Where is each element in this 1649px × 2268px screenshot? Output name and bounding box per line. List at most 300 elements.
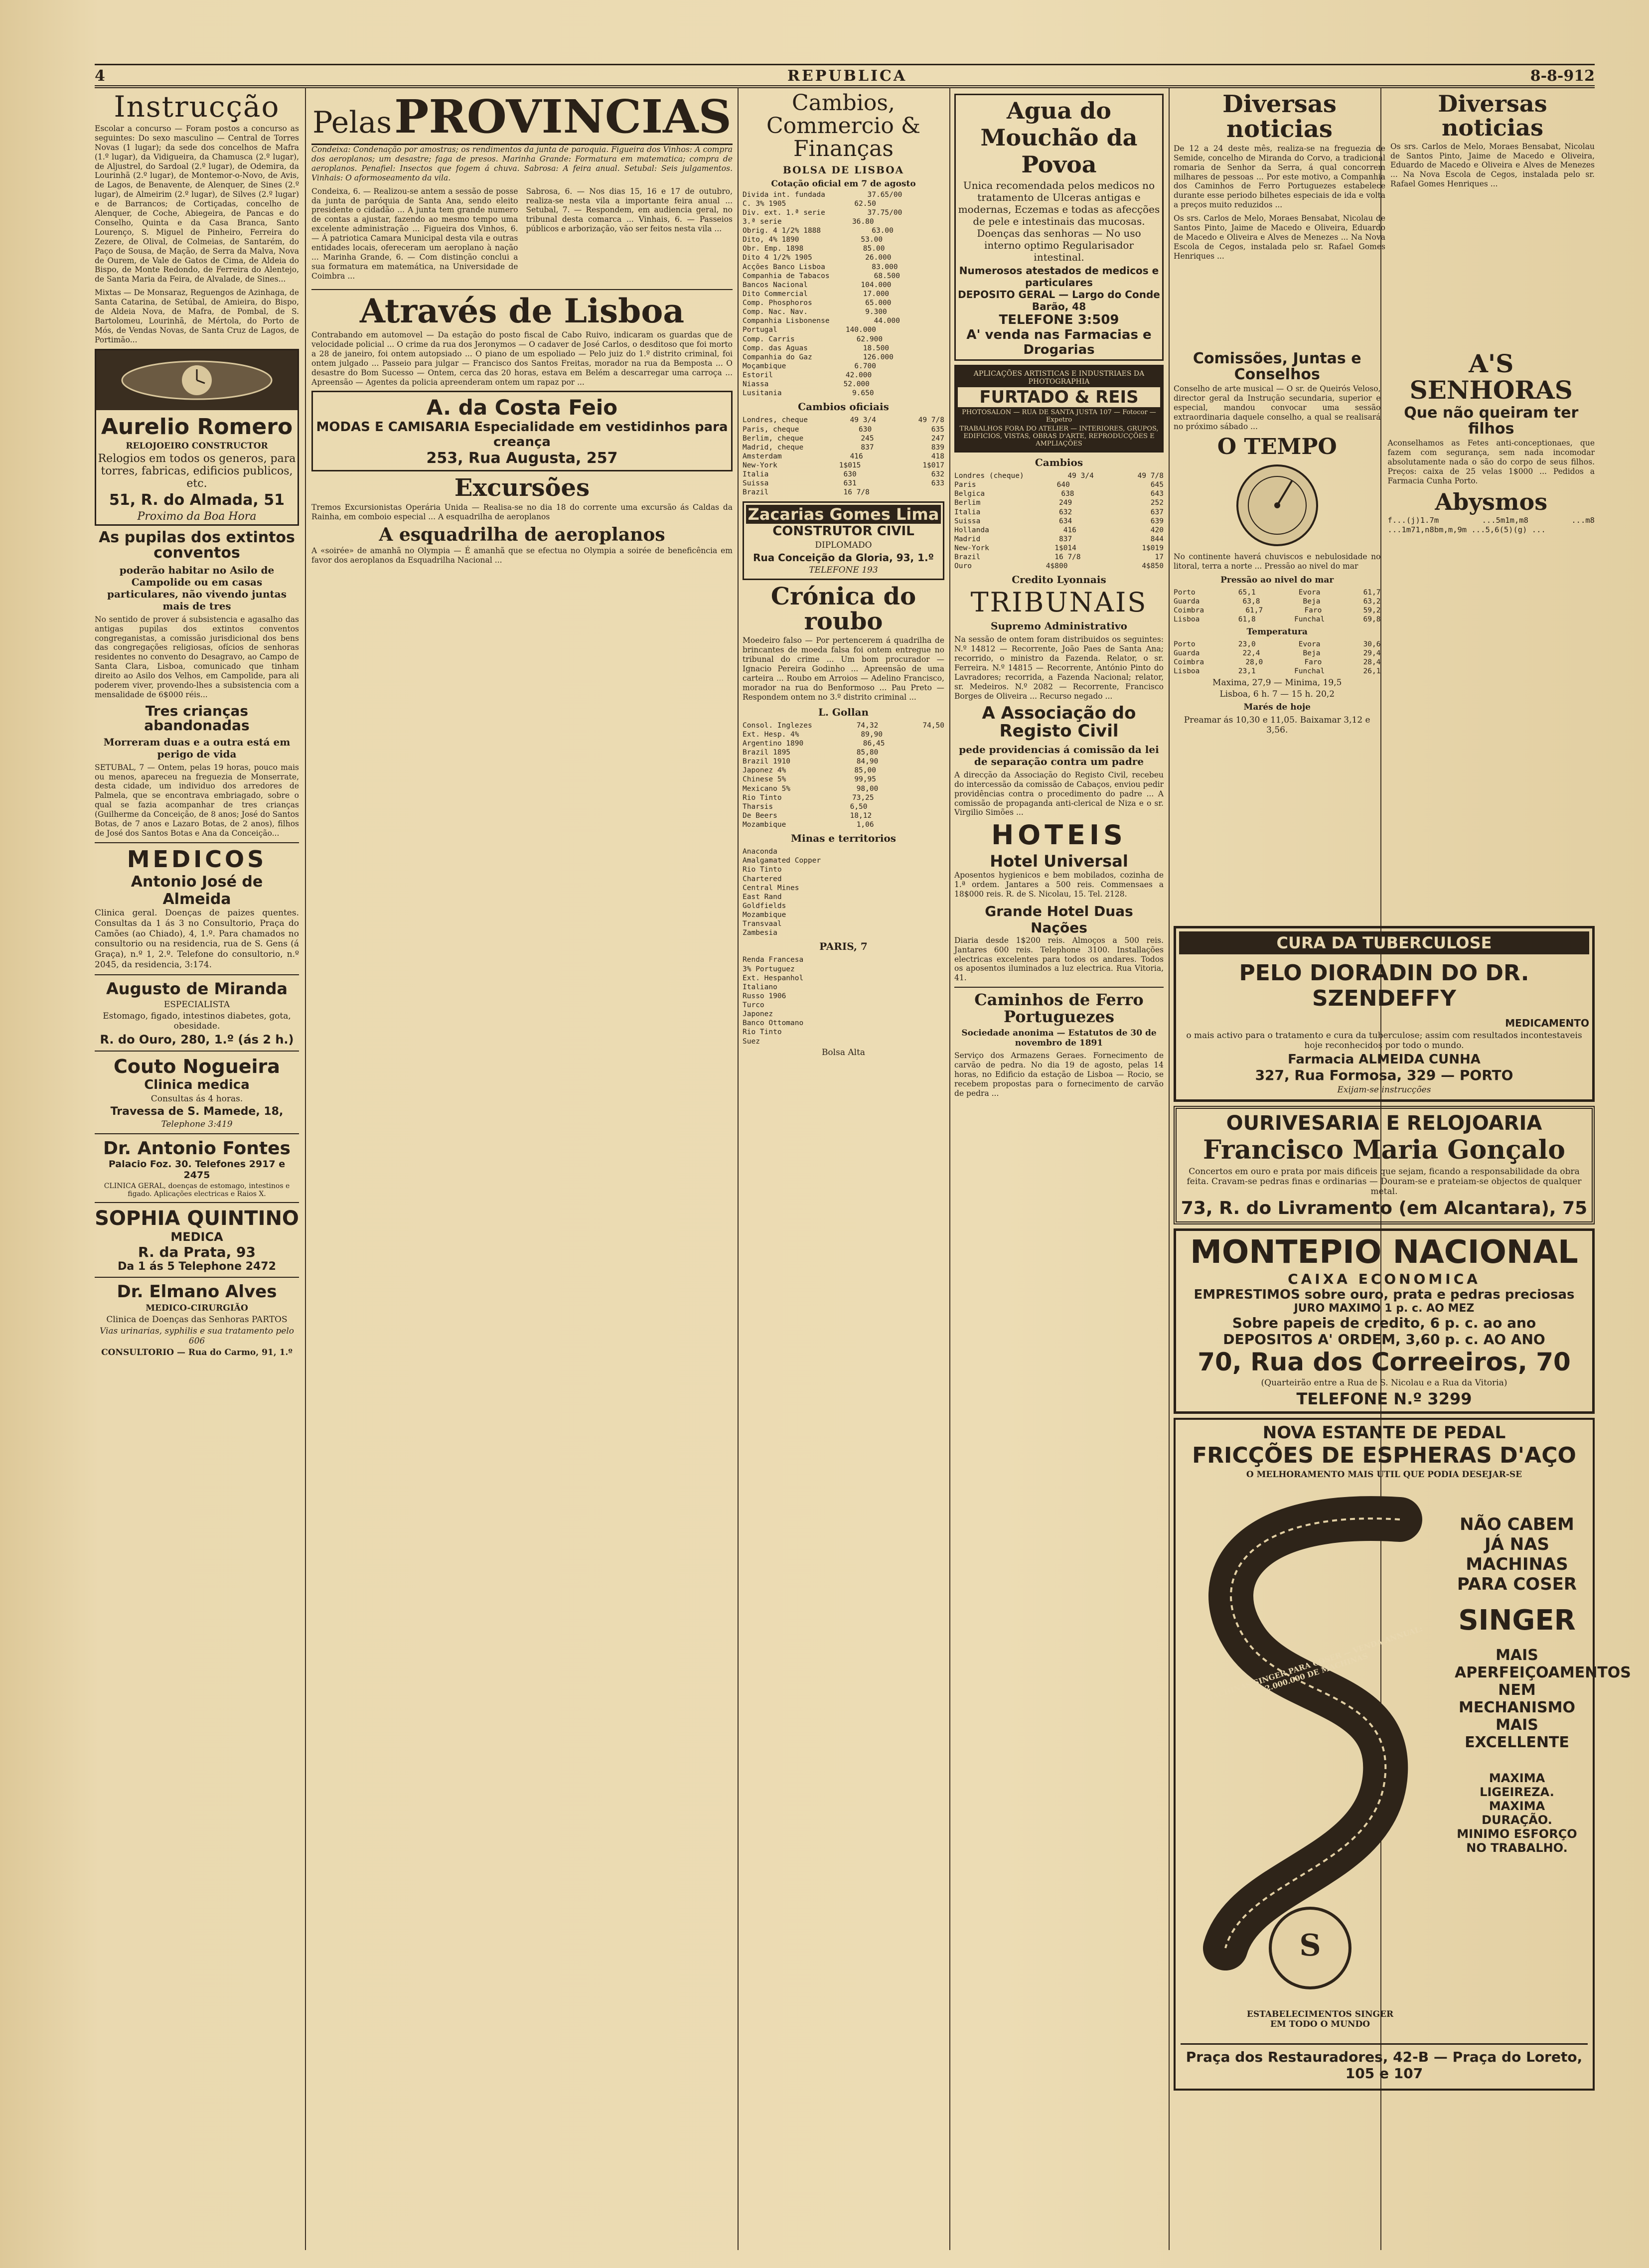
section-title-hoteis: HOTEIS [991,819,1127,851]
ad-text: Unica recomendada pelos medicos no tratamento de Ulceras antigas e modernas, Eczemas e todas as afecções de pele e intestinais das mucosas. Doenças das senhoras — No uso interno optimo Regularisador intestinal. [958,179,1160,263]
table-cell-label: Obrig. 4 1/2% 1888 [743,227,821,235]
table-row [743,307,944,316]
article-body: Escolar a concurso — Foram postos a concurso as seguintes: Do sexo masculino — Central de Torres Novas (1 lugar); da sede dos concelhos de Mafra (1.º lugar), da Vidigueira, da Chamusca (2.º lugar), de Aljustrel, do Sardoal (2.º lugar), de Odemira, da Lourinhã (2.º lugar), de Montemor-o-Novo, de Avis, de Lagos, de Benavente, de Alenquer, de Sines (2.º lugar), de Almeirim (2.º lugar), de Silves (2.º lugar) e de Barrancos; de Cortiçadas, concelho de Alenquer, de Coche, Abiegeira, de Pancas e do Conselho, Quinta e da Casa Branca, Santo Lourenço, S. Miguel de Pinheiro, Ferreira do Zezere, de Olival, de Colmeias, de Santarém, do Paço de Sousa, de Mação, de Serra da Malva, Nova de Ourem, de Vale de Gatos de Cima, de Aldeia do Bispo, de Monte Redondo, de Ferreira do Alentejo, de Santa Maria da Feira, de Alvalade, de Sines... [95,124,299,284]
doctor-address: R. do Ouro, 280, 1.º (ás 2 h.) [100,1032,294,1047]
svg-text:S: S [1299,1928,1321,1963]
table-row [1174,658,1381,667]
table-cell-label: Portugal [743,326,777,334]
table-cell-label: Coimbra [1174,658,1204,667]
column-rule [949,87,950,2250]
table-cell-label: Italia [743,470,769,479]
table-cell-value: 42.000 [845,371,872,380]
headline: Através de Lisboa [359,291,685,330]
table-cell-label: Amsterdam [743,452,782,460]
table-cell-value: 140.000 [845,326,876,334]
doctor-name: Dr. Elmano Alves [117,1281,277,1302]
table-row [954,544,1164,553]
article-body: De 12 a 24 deste mês, realiza-se na freguezia de Semide, concelho de Miranda do Corvo, a tradicional romaria de Senhor da Serra, á qual concorrem milhares de pessoas ... Por este motivo, a Companhia dos Caminhos de Ferro Portuguezes estabelece durante esse periodo bilhetes especiais de ida e volta a preços muito reduzidos ... [1174,144,1385,210]
table-cell-label: Guarda [1174,649,1200,658]
doctor-specialty: Clinica medica [144,1077,250,1092]
section-header-provincias [311,90,733,145]
ad-sale: A' venda nas Farmacias e Drogarias [966,327,1152,357]
table-cell-label: Goldfields [743,902,786,910]
table-row [743,416,944,425]
table-cell-label: Guarda [1174,597,1200,605]
doctor-phone: Telephone 3:419 [161,1119,233,1129]
table-cell-value: Funchal [1294,615,1325,623]
table-row [743,965,944,974]
table-cell-label: Moçambique [743,362,786,370]
table-cell-label: Lisboa [1174,667,1200,676]
table-cell-value: 16 7/8 [1054,553,1081,562]
column-4 [954,90,1164,2248]
ad-diploma: DIPLOMADO [815,540,872,550]
table-cell-label: Rio Tinto [743,1028,782,1037]
table-cell-label: Brazil [743,488,769,497]
table-cell-label: Berlim, cheque [743,434,804,443]
ad-text: Relogios em todos os generos, para torres, fabricas, edificios publicos, etc. [98,452,296,490]
table-row [743,235,944,244]
divider [95,1202,299,1203]
table-cell-label: Renda Francesa [743,956,804,964]
ad-address: 327, Rua Formosa, 329 — PORTO [1255,1067,1513,1083]
table-row [743,865,944,874]
table-row [743,272,944,281]
ad-address-note: (Quarteirão entre a Rua de S. Nicolau e a Rua da Vitoria) [1261,1378,1507,1388]
hotel-text: Diaria desde 1$200 reis. Almoços a 500 reis. Jantares 600 reis. Telephone 3100. Installações electricas excelentes para todos os andares. Todos os aposentos iluminados a luz electrica. Rua Vitoria, 41. [954,935,1164,983]
divider [311,289,733,290]
temp-extremes: Maxima, 27,9 — Minima, 19,5 [1212,677,1342,688]
table-cell-value: 30,6 [1363,640,1381,649]
sub-column-right [1388,349,1595,737]
table-cell-value: 61,8 [1238,615,1256,623]
table-heading: Marés de hoje [1243,702,1311,712]
table-row [743,955,944,964]
ad-title: CURA DA TUBERCULOSE [1179,931,1589,954]
table-cell-value: 83.000 [872,263,898,271]
table-row [743,1001,944,1010]
article-body: Conselho de arte musical — O sr. de Queirós Veloso, director geral da Instrução secundaria, superior e especial, mandou convocar uma sessão extraordinaria daquele conselho, a qual se realisará no próximo sábado ... [1174,384,1381,431]
table-row [743,479,944,488]
table-row [743,290,944,299]
table-row [743,748,944,757]
ad-address: Rua Conceição da Gloria, 93, 1.º [753,551,934,564]
table-row [743,739,944,748]
article-body: Os srs. Carlos de Melo, Moraes Bensabat, Nicolau de Santos Pinto, Jaime de Macedo e Oliveira, Eduardo de Macedo e Oliveira e Alves de Menezes ... Na Nova Escola de Cegos, instalada pelo sr. Rafael Gomes Henriques ... [1174,214,1385,261]
table-cell-label: Belgica [954,490,985,498]
two-column-news [1174,349,1595,737]
ad-address: 51, R. do Almada, 51 [109,491,285,509]
table-cell-label: Brazil 1895 [743,749,791,757]
article-body: Mixtas — De Monsaraz, Reguengos de Azinhaga, de Santa Catarina, de Setúbal, de Amieira, do Bispo, de Aldeia Nova, de Mafra, de Pombal, de S. Bartolomeu, Lourinhã, de Mértola, do Porto de Mós, de Vendas Novas, de Santa Cruz de Lagos, de Portimão... [95,288,299,344]
table-row [743,775,944,784]
doctor-specialty: MEDICA [170,1229,223,1244]
section-title: Cambios, Commercio & Finanças [766,90,921,162]
table-row [743,784,944,793]
hotel-text: Aposentos hygienicos e bem mobilados, cozinha de 1.ª ordem. Jantares a 500 reis. Commensaes a 18$000 reis. R. de S. Nicolau, 15. Tel. 2128. [954,871,1164,899]
table-row [743,263,944,272]
table-heading: Pressão ao nivel do mar [1220,575,1334,585]
table-row [743,1028,944,1037]
table-row [743,811,944,820]
table-cell-value: 837 [861,443,874,452]
ad-cura-tuberculose [1174,926,1595,1102]
quote-note: Cotação oficial em 7 de agosto [771,178,916,189]
ad-title: OURIVESARIA E RELOJOARIA [1226,1112,1542,1135]
table-cell-label: Comp. Nac. Nav. [743,308,808,316]
section-title-instrucao: Instrucção [114,90,280,124]
table-cell-value: 53.00 [861,236,883,244]
table-cell-label: Obr. Emp. 1898 [743,245,804,253]
divider [95,1051,299,1052]
article-body: Serviço dos Armazens Geraes. Fornecimento de carvão de pedra. No dia 19 de agosto, pelas 14 horas, no Edificio da estação de Lisboa — Rocio, se recebem propostas para o fornecimento de carvão de pedra ... [954,1051,1164,1098]
table-row [1174,615,1381,624]
ad-ourivesaria [1174,1106,1595,1224]
table-row [743,992,944,1001]
column-rule [738,87,739,2250]
title-prefix: Pelas [312,105,392,140]
ad-top: NOVA ESTANTE DE PEDAL [1262,1423,1506,1443]
ad-phone: TELEFONE 3:509 [999,312,1119,327]
doctor-address: Travessa de S. Mamede, 18, [110,1105,284,1118]
table-cell-label: Porto [1174,640,1196,649]
table-row [743,208,944,217]
singer-s-belt-illustration [1186,1500,1445,1998]
article-body: Sabrosa, 6. — Nos dias 15, 16 e 17 de outubro, realiza-se nesta vila a importante feira anual ... Setubal, 7. — Respondem, em audiencia geral, no tribunal desta comarca ... Vinhais, 6. — Passeios públicos e arborização, vão ser feitos nesta vila ... [526,186,733,234]
table-cell-value: 633 [931,479,944,488]
table-cell-label: Madrid, cheque [743,443,804,452]
table-cell-value: 65.000 [865,299,892,307]
table-cell-value: 22,4 [1242,649,1260,658]
table-cell-label: Dito, 4% 1890 [743,236,799,244]
headline: Abysmos [1435,488,1548,515]
table-row [743,488,944,497]
table-row [743,443,944,452]
table-heading: PARIS, 7 [819,940,868,953]
ad-line: EMPRESTIMOS sobre ouro, prata e pedras preciosas [1194,1287,1575,1302]
table-cell-value: 37.75/00 [867,208,902,217]
table-cell-value: Funchal [1294,667,1325,676]
table-cell-label: Bancos Nacional [743,281,808,289]
table-cell-value: 639 [1150,517,1164,525]
table-cell-value: 59,2 [1363,606,1381,614]
table-cell-value: 85,00 [854,766,876,775]
table-cell-label: East Rand [743,893,782,901]
temperature-table [1174,640,1381,676]
table-cell-label: Turco [743,1001,764,1010]
table-cell-label: Suez [743,1037,760,1046]
ad-text: o mais activo para o tratamento e cura da tuberculose; assim com resultados incontestaveis hoje reconhecidos por todo o mundo. [1186,1031,1582,1051]
article-body: A «soirée» de amanhã no Olympia — É amanhã que se efectua no Olympia a soirée de beneficência em favor dos aeroplanos da Esquadrilha Nacional ... [311,546,733,565]
cambios-table [954,471,1164,571]
doctor-address: Palacio Foz. 30. Telefones 2917 e 2475 [108,1158,286,1181]
table-heading: Minas e territorios [790,832,897,845]
table-cell-value: 49 3/4 [850,416,876,425]
ad-address: 253, Rua Augusta, 257 [426,450,618,467]
paris-table [743,955,944,1046]
table-cell-value: Evora [1298,640,1321,649]
table-cell-label: Italia [954,508,981,516]
doctor-name: SOPHIA QUINTINO [95,1207,299,1230]
table-cell-label: Zambesia [743,929,777,937]
table-heading: L. Gollan [818,706,869,718]
table-row [743,847,944,856]
headline: Excursões [454,474,590,502]
subheadline: poderão habitar no Asilo de Campolide ou em casas particulares, não vivendo juntas mais de tres [107,564,287,612]
table-cell-label: Ext. Hesp. 4% [743,730,799,739]
table-cell-value: 104.000 [861,281,892,289]
table-cell-value: 28,4 [1363,658,1381,667]
table-cell-value: 26,1 [1363,667,1381,676]
ad-title: FRICÇÕES DE ESPHERAS D'AÇO [1192,1443,1576,1468]
table-row [743,820,944,829]
table-cell-value: 85.00 [863,245,885,253]
table-row [743,389,944,398]
table-cell-label: Lisboa [1174,615,1200,623]
table-row [743,362,944,371]
column-rule [1169,87,1170,2250]
article-body: Condeixa, 6. — Realizou-se antem a sessão de posse da junta de paróquia de Santa Ana, sendo eleito presidente o cidadão ... A junta tem grande numero de contas a ajustar, fazendo ao mesmo tempo uma excelente administração ... Figueira dos Vinhos, 6. — Á patriotica Camara Municipal desta vila e outras entidades locais, ofereceram um aeroplano à nação ... Marinha Grande, 6. — Com distinção conclui a sua formatura em matemática, na Universidade de Coimbra ... [311,186,518,281]
table-cell-label: Banco Ottomano [743,1019,804,1028]
table-cell-value: 28,0 [1245,658,1263,667]
table-cell-value: 416 [850,452,863,460]
ad-product: PELO DIORADIN DO DR. SZENDEFFY [1239,960,1529,1011]
table-cell-value: 1$017 [922,461,944,470]
doctor-text: Clinica de Doenças das Senhoras PARTOS [106,1314,288,1325]
subheadline: Morreram duas e a outra está em perigo de vida [103,736,291,760]
table-row [954,553,1164,562]
table-cell-label: Comp. das Aguas [743,344,808,352]
headline: Comissões, Juntas e Conselhos [1193,350,1361,383]
table-row [743,721,944,730]
table-row [743,380,944,389]
headline: Tres crianças abandonadas [144,702,250,734]
bonds-table [743,721,944,830]
table-cell-value: Beja [1303,649,1321,658]
table-cell-value: 245 [861,434,874,443]
table-row [743,461,944,470]
table-cell-value: 73,25 [852,793,874,802]
table-row [743,371,944,380]
table-cell-label: Berlim [954,499,981,507]
ad-subtitle: CAIXA ECONOMICA [1288,1271,1481,1287]
table-cell-value: 49 3/4 [1067,472,1094,480]
pressure-table [1174,588,1381,624]
ad-subtitle: RELOJOEIRO CONSTRUCTOR [126,441,268,451]
page-number: 4 [95,67,105,85]
table-cell-value: 637 [1150,508,1164,516]
table-cell-label: Comp. Carris [743,335,795,343]
table-cell-label: C. 3% 1905 [743,199,786,208]
table-cell-value: 630 [843,470,857,479]
table-cell-label: Madrid [954,535,981,543]
table-cell-label: Japonez [743,1010,773,1019]
table-cell-label: Paris [954,481,976,489]
table-cell-value: 126.000 [863,353,894,361]
table-cell-label: Chartered [743,875,782,883]
stock-table [743,190,944,398]
table-row [954,480,1164,489]
table-cell-value: Evora [1298,588,1321,597]
barometer-figure [1174,460,1381,552]
table-row [743,281,944,290]
table-row [954,535,1164,544]
table-cell-value: 65,1 [1238,588,1256,597]
article-body: Tremos Excursionistas Operária Unida — Realisa-se no dia 18 do corrente uma excursão ás Caldas da Rainha, em comboio especial ... A esquadrilha de aeroplanos [311,502,733,521]
doctor-specialty: MEDICO-CIRURGIÃO [146,1303,248,1313]
table-row [743,928,944,937]
table-cell-value: 74,32 [856,721,879,730]
table-cell-value: 4$850 [1142,562,1164,571]
table-cell-label: Dito 4 1/2% 1905 [743,254,812,262]
table-heading: Credito Lyonnais [1012,574,1106,586]
tides-text: Preamar ás 10,30 e 11,05. Baixamar 3,12 e 3,56. [1184,715,1370,735]
table-cell-value: 416 [1063,526,1076,534]
table-cell-label: Londres, cheque [743,416,808,425]
table-row [954,517,1164,526]
exchange-table [743,416,944,497]
table-cell-label: Japonez 4% [743,766,786,775]
singer-right-text [1455,1514,1631,1855]
masthead-bar [95,64,1595,88]
ad-text: MODAS E CAMISARIA Especialidade em vestidinhos para creança [316,420,728,450]
table-cell-label: New-York [743,461,777,470]
table-cell-label: Companhia de Tabacos [743,272,830,280]
doctor-text: CLINICA GERAL, doenças de estomago, intestinos e figado. Aplicações electricas e Raios X. [104,1182,290,1198]
table-cell-label: Ouro [954,562,972,571]
table-cell-label: Estoril [743,371,773,380]
table-cell-value: 640 [1056,481,1070,489]
table-cell-value: 252 [1150,499,1164,507]
article-summary: Condeixa: Condenação por amostras; os rendimentos da junta de paroquia. Figueira dos Vinhos: A compra dos aeroplanos; um desastre; faga de presos. Marinha Grande: Formatura em matematica; compra de aeroplanos. Penafiel: Insectos que fogem á chuva. Sabrosa: A feira anual. Setubal: Seis julgamentos. Vinhais: O aformoseamento da vila. [311,145,733,182]
table-row [743,757,944,766]
ad-line: MAXIMA LIGEIREZA. MAXIMA DURAÇÃO. MINIMO ESFORÇO NO TRABALHO. [1457,1771,1577,1855]
table-cell-label: Paris, cheque [743,425,799,434]
ad-title: A. da Costa Feio [426,395,618,420]
ad-costa-feio [311,391,733,471]
table-cell-label: Italiano [743,983,777,991]
table-row [1174,640,1381,649]
section-title-diversas: Diversas noticias [1438,90,1547,142]
table-cell-value: Beja [1303,597,1321,605]
doctor-text: Estomago, figado, intestinos diabetes, gota, obesidade. [103,1011,291,1031]
doctor-address: R. da Prata, 93 [138,1243,256,1260]
table-cell-value: 6.700 [854,362,876,370]
divider [954,987,1164,988]
table-row [743,893,944,902]
table-cell-label: Tharsis [743,802,773,811]
ad-address: 73, R. do Livramento (em Alcantara), 75 [1181,1198,1588,1218]
doctor-note: Vias urinarias, syphilis e sua tratamento pelo 606 [99,1326,295,1346]
table-cell-value: 630 [859,425,872,434]
table-row [743,766,944,775]
column-rule [305,87,306,2250]
table-cell-label: Londres (cheque) [954,472,1024,480]
table-cell-value: 61,7 [1245,606,1263,614]
ad-address: PHOTOSALON — RUA DE SANTA JUSTA 107 — Fotocor — Expetro [962,409,1156,424]
table-cell-label: New-York [954,544,989,552]
column-1 [95,90,299,2248]
table-cell-value: 643 [1150,490,1164,498]
doctor-phone: Da 1 ás 5 Telephone 2472 [118,1260,276,1273]
table-cell-value: 37.65/00 [867,190,902,199]
table-cell-value: 17.000 [863,290,890,298]
table-cell-value: 1,06 [856,821,874,829]
table-row [743,730,944,739]
clock-illustration [96,350,298,410]
table-cell-label: Transvaal [743,920,782,928]
section-title-diversas: Diversas noticias [1222,90,1337,144]
table-cell-label: Acções Banco Lisboa [743,263,825,271]
table-cell-value: 18,12 [850,811,872,820]
table-cell-value: 645 [1150,481,1164,489]
table-cell-label: Hollanda [954,526,989,534]
table-row [743,902,944,910]
ad-furtado-reis [954,365,1164,453]
table-cell-value: 26.000 [865,254,892,262]
right-block-ads [1174,922,1631,2243]
watch-icon [117,355,277,405]
column-3 [743,90,944,2248]
table-cell-label: Mexicano 5% [743,784,791,793]
divider [95,1133,299,1134]
ad-agua-mouchao [954,94,1164,361]
mines-table [743,847,944,937]
table-cell-value: 99,95 [854,775,876,784]
doctor-name: Couto Nogueira [114,1055,280,1077]
table-cell-value: 418 [931,452,944,460]
table-cell-label: Suissa [954,517,981,525]
table-cell-value: 62.900 [856,335,883,343]
article-body: Na sessão de ontem foram distribuidos os seguintes: N.º 14812 — Recorrente, João Paes de Santa Ana; recorrido, o ministro da Fazenda. Relator, o sr. Ferreira. N.º 14815 — Recorrente, António Pinto do Lavradores; recorrida, a Fazenda Nacional; relator, sr. Medeiros. N.º 2082 — Recorrente, Francisco Borges de Oliveira ... Recurso negado ... [954,635,1164,701]
table-row [743,434,944,443]
table-cell-value: 638 [1061,490,1074,498]
ad-address: 70, Rua dos Correeiros, 70 [1198,1348,1571,1376]
table-cell-value: 62.50 [854,199,876,208]
table-cell-label: Divida int. fundada [743,190,825,199]
newspaper-title: REPUBLICA [787,67,907,85]
table-cell-value: 9.650 [852,389,874,398]
table-cell-value: 634 [1058,517,1072,525]
table-row [743,1019,944,1028]
table-cell-label: Mozambique [743,821,786,829]
table-footer: Bolsa Alta [821,1047,866,1058]
table-row [1174,606,1381,615]
table-cell-label: Lusitania [743,389,782,398]
subheadline: BOLSA DE LISBOA [782,163,904,176]
table-row [743,353,944,362]
headline: Caminhos de Ferro Portuguezes [974,990,1144,1026]
table-cell-label: 3.ª serie [743,217,782,226]
table-row [743,344,944,353]
ad-title: Aurelio Romero [101,414,293,440]
table-cell-label: Central Mines [743,884,799,892]
table-cell-label: Argentino 1890 [743,739,804,748]
column-2 [311,90,733,2248]
table-cell-value: Faro [1304,658,1322,667]
table-cell-value: 9.300 [865,308,887,316]
table-row [743,190,944,199]
table-cell-value: 249 [1058,499,1072,507]
ad-top-text: APLICAÇÕES ARTISTICAS E INDUSTRIAES DA PHOTOGRAPHIA [973,370,1145,386]
subheadline: pede providencias á comissão da lei de separação contra um padre [959,743,1159,767]
ad-aurelio-romero [95,349,299,526]
table-cell-label: Div. ext. 1.ª serie [743,208,825,217]
table-row [954,562,1164,571]
ad-line: Sobre papeis de credito, 6 p. c. ao ano [1232,1315,1536,1331]
section-title: PROVINCIAS [394,90,732,144]
table-cell-label: Consol. Inglezes [743,721,812,730]
